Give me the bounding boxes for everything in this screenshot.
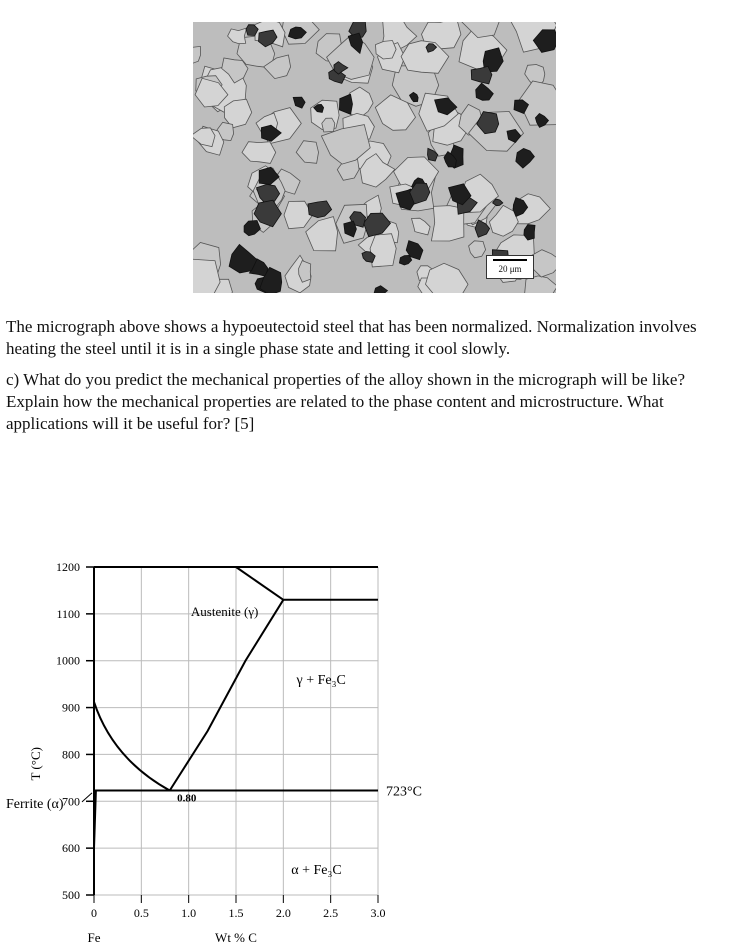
label-eutectoid-composition: 0.80 [177,792,197,805]
label-gamma-fe3c: γ + Fe₃C [296,673,346,689]
y-tick-label: 700 [62,794,80,809]
y-tick-label: 500 [62,888,80,902]
scale-bar-label: 20 μm [498,264,522,274]
x-tick-label: 0 [91,906,97,920]
x-tick-label: 0.5 [133,906,149,920]
scale-bar [493,259,527,261]
label-ferrite: Ferrite (α) [6,796,64,812]
x-tick-label: 1.5 [228,906,244,920]
y-axis-label: T (°C) [28,747,43,781]
micrograph-texture [193,22,556,293]
y-tick-label: 800 [62,747,80,762]
label-eutectoid-temperature: 723°C [386,784,422,800]
y-tick-label: 900 [62,700,80,715]
x-tick-label: 2.5 [323,906,339,920]
series-a3-line [94,702,170,791]
ferrite-pointer [82,793,92,802]
x-origin-label: Fe [87,930,101,945]
y-tick-label: 1100 [56,606,80,621]
x-tick-label: 2.0 [275,906,291,920]
x-tick-label: 1.0 [181,906,197,920]
label-austenite: Austenite (γ) [190,604,259,620]
label-alpha-fe3c: α + Fe₃C [291,862,342,878]
phase-diagram-chart [0,540,746,950]
series-acm-line [170,600,284,791]
y-tick-label: 1000 [56,653,80,668]
micrograph-image [193,22,556,293]
question-intro: The micrograph above shows a hypoeutectoid steel that has been normalized. Normalization involves heating the steel until it is in a single phase state and letting it cool slowly. [6,317,697,358]
y-tick-label: 1200 [56,560,80,574]
scale-bar-box [486,255,534,279]
ferrite-grain [299,261,311,283]
question-part-c: c) What do you predict the mechanical properties of the alloy shown in the micrograph will be like? Explain how the mechanical properties are related to the phase content and microstructure. What applications will it be useful for? [5] [6,370,685,433]
series-upper-boundary [236,567,283,600]
x-tick-label: 3.0 [370,906,386,920]
ferrite-grain [193,259,220,293]
ferrite-grain [370,234,396,267]
y-tick-label: 600 [62,841,80,856]
x-axis-label: Wt % C [215,930,257,945]
